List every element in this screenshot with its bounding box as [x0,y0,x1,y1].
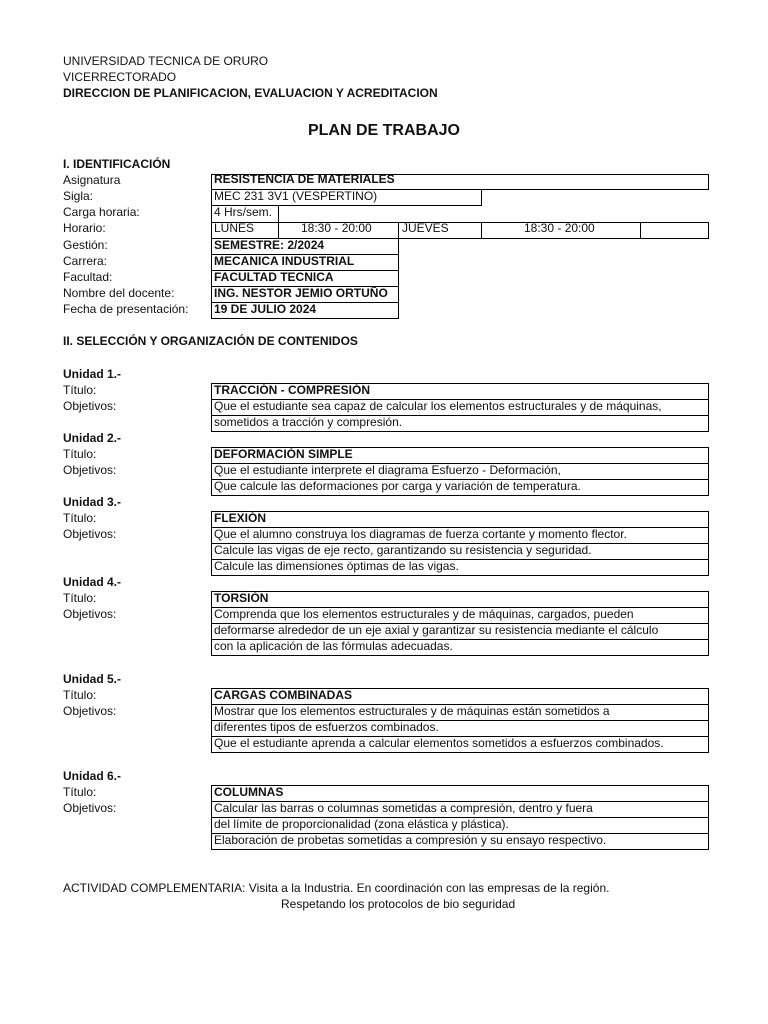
titulo-label: Título: [63,591,97,605]
horario-dia-2: JUEVES [402,221,449,235]
label-fecha: Fecha de presentación: [63,302,189,316]
objetivos-label: Objetivos: [63,527,117,541]
label-docente: Nombre del docente: [63,286,175,300]
titulo-label: Título: [63,785,97,799]
actividad-line-2: Respetando los protocolos de bio seguridad [281,897,516,911]
unidad-objetivo: Que el estudiante aprenda a calcular elementos sometidos a esfuerzos combinados. [214,736,664,750]
label-asignatura: Asignatura [63,173,121,187]
horario-hora-1: 18:30 - 20:00 [301,221,372,235]
horario-divider-3 [481,222,482,239]
sigla-value: MEC 231 3V1 (VESPERTINO) [214,189,378,203]
label-facultad: Facultad: [63,270,113,284]
titulo-label: Título: [63,511,97,525]
gestion-value: SEMESTRE: 2/2024 [214,238,325,252]
label-carrera: Carrera: [63,254,108,268]
unidad-titulo: TORSIÓN [214,591,269,605]
horario-dia-1: LUNES [214,221,255,235]
unidad-heading: Unidad 6.- [63,769,122,783]
unidad-objetivo: deformarse alrededor de un eje axial y garantizar su resistencia mediante el cálculo [214,623,659,637]
direccion: DIRECCION DE PLANIFICACION, EVALUACION Y ACREDITACION [63,86,438,100]
document-title: PLAN DE TRABAJO [307,122,460,139]
unidad-objetivo: diferentes tipos de esfuerzos combinados. [214,720,439,734]
unidad-objetivo: Que el estudiante sea capaz de calcular los elementos estructurales y de máquinas, [214,399,662,413]
unidad-heading: Unidad 2.- [63,431,122,445]
label-gestion: Gestión: [63,238,108,252]
fecha-value: 19 DE JULIO 2024 [214,302,317,316]
label-carga-horaria: Carga horaria: [63,205,140,219]
objetivos-label: Objetivos: [63,607,117,621]
unidad-objetivo: Calcular las barras o columnas sometidas a compresión, dentro y fuera [214,801,593,815]
unidad-objetivo: sometidos a tracción y compresión. [214,415,403,429]
unidad-titulo: COLUMNAS [214,785,284,799]
label-horario: Horario: [63,221,106,235]
titulo-label: Título: [63,688,97,702]
objetivos-label: Objetivos: [63,463,117,477]
titulo-label: Título: [63,447,97,461]
unidad-titulo: CARGAS COMBINADAS [214,688,352,702]
unidad-objetivo: Que el alumno construya los diagramas de fuerza cortante y momento flector. [214,527,627,541]
horario-divider-2 [398,222,399,239]
unidad-titulo: TRACCIÓN - COMPRESIÓN [214,383,370,397]
horario-divider-1 [278,222,279,239]
objetivos-label: Objetivos: [63,704,117,718]
unidad-objetivo: Mostrar que los elementos estructurales y de máquinas están sometidos a [214,704,610,718]
unidad-heading: Unidad 5.- [63,672,122,686]
objetivos-label: Objetivos: [63,801,117,815]
unidad-heading: Unidad 3.- [63,495,122,509]
section-contenidos-heading: II. SELECCIÓN Y ORGANIZACIÓN DE CONTENIDOS [63,334,358,348]
label-sigla: Sigla: [63,189,94,203]
unidad-objetivo: Que calcule las deformaciones por carga y variación de temperatura. [214,479,581,493]
university-name: UNIVERSIDAD TECNICA DE ORURO [63,54,269,68]
vicerrectorado: VICERRECTORADO [63,70,177,84]
objetivos-label: Objetivos: [63,399,117,413]
unidad-objetivo: Comprenda que los elementos estructurales y de máquinas, cargados, pueden [214,607,634,621]
unidad-objetivo: Calcule las dimensiones óptimas de las vigas. [214,559,459,573]
actividad-line-1: ACTIVIDAD COMPLEMENTARIA: Visita a la Industria. En coordinación con las empresas de la región. [63,881,610,895]
unidad-titulo: FLEXIÓN [214,511,267,525]
horario-row [211,222,709,239]
horario-divider-4 [640,222,641,239]
section-identificacion-heading: I. IDENTIFICACIÓN [63,157,171,171]
titulo-label: Título: [63,383,97,397]
unidad-objetivo: con la aplicación de las fórmulas adecuadas. [214,639,453,653]
horario-hora-2: 18:30 - 20:00 [524,221,595,235]
unidad-heading: Unidad 1.- [63,367,122,381]
docente-value: ING. NESTOR JEMIO ORTUÑO [214,286,388,300]
carrera-value: MECANICA INDUSTRIAL [214,254,355,268]
carga-value: 4 Hrs/sem. [214,205,273,219]
asignatura-value: RESISTENCIA DE MATERIALES [214,172,395,186]
unidad-objetivo: Calcule las vigas de eje recto, garantizando su resistencia y seguridad. [214,543,592,557]
unidad-objetivo: Que el estudiante interprete el diagrama Esfuerzo - Deformación, [214,463,561,477]
unidad-heading: Unidad 4.- [63,575,122,589]
unidad-objetivo: del límite de proporcionalidad (zona elástica y plástica). [214,817,509,831]
unidad-objetivo: Elaboración de probetas sometidas a compresión y su ensayo respectivo. [214,833,607,847]
unidad-titulo: DEFORMACIÓN SIMPLE [214,447,353,461]
facultad-value: FACULTAD TECNICA [214,270,334,284]
